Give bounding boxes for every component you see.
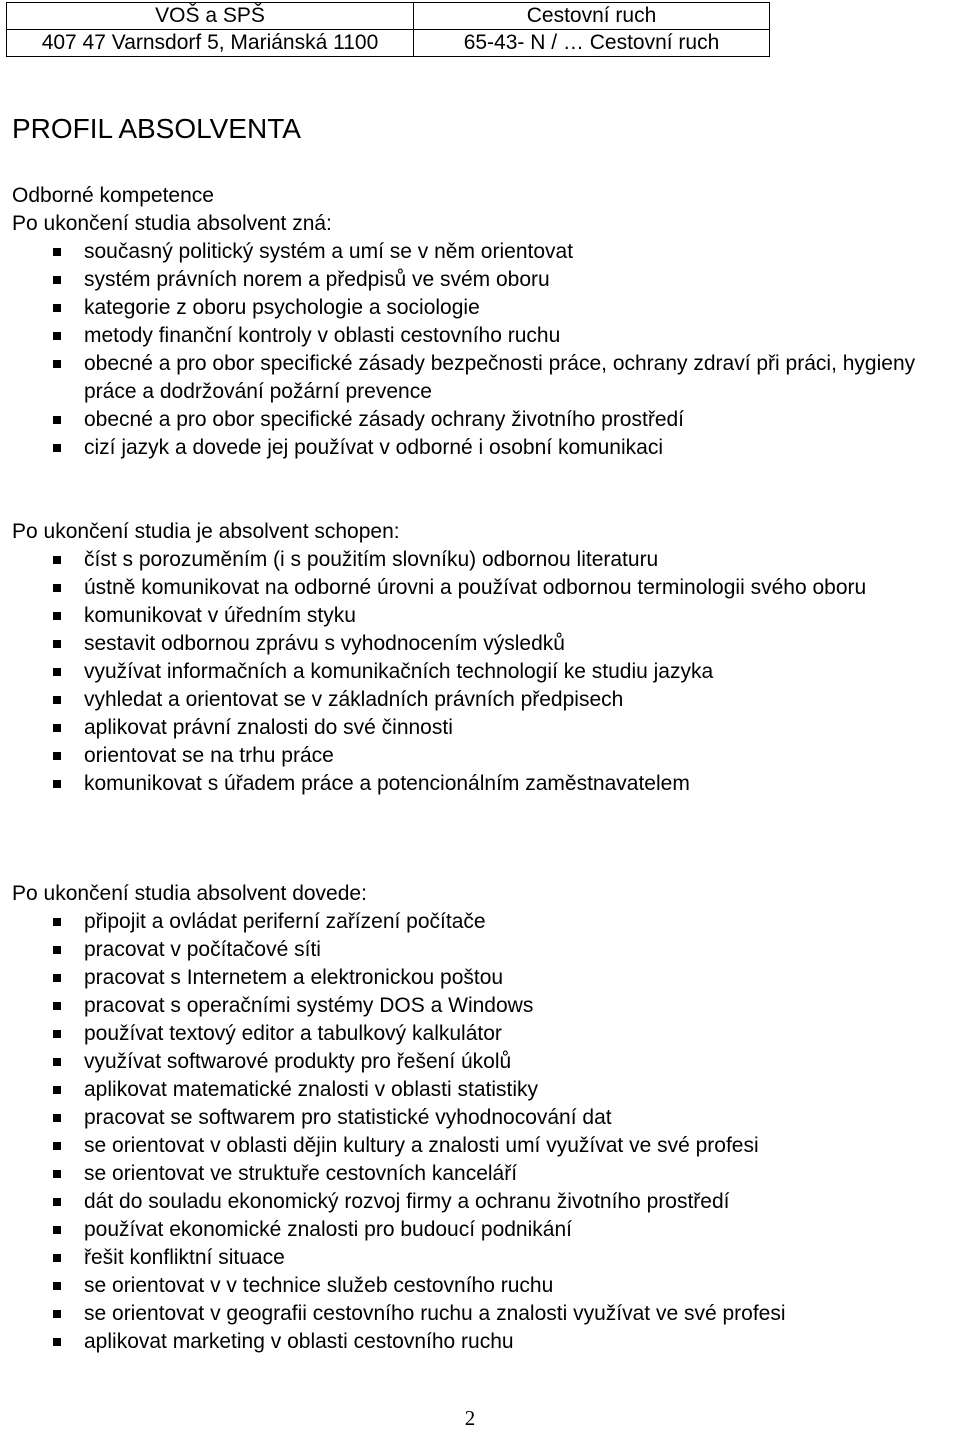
- list-item: připojit a ovládat periferní zařízení počítače: [84, 908, 942, 936]
- page-number: 2: [464, 1406, 476, 1430]
- bullet-list: [12, 908, 942, 1356]
- list-item: využívat informačních a komunikačních technologií ke studiu jazyka: [84, 658, 942, 686]
- list-item: obecné a pro obor specifické zásady bezpečnosti práce, ochrany zdraví při práci, hygieny práce a dodržování požární prevence: [84, 350, 942, 406]
- list-item: komunikovat s úřadem práce a potencionálním zaměstnavatelem: [84, 770, 942, 798]
- school-address: 407 47 Varnsdorf 5, Mariánská 1100: [7, 30, 414, 57]
- document-header: [6, 2, 770, 57]
- list-item: využívat softwarové produkty pro řešení úkolů: [84, 1048, 942, 1076]
- section-knows: [12, 210, 942, 462]
- school-name: VOŠ a SPŠ: [7, 3, 414, 30]
- list-item: aplikovat právní znalosti do své činnosti: [84, 714, 942, 742]
- list-item: pracovat s Internetem a elektronickou poštou: [84, 964, 942, 992]
- list-item: orientovat se na trhu práce: [84, 742, 942, 770]
- list-item: se orientovat ve struktuře cestovních kanceláří: [84, 1160, 942, 1188]
- list-item: obecné a pro obor specifické zásady ochrany životního prostředí: [84, 406, 942, 434]
- page-title: PROFIL ABSOLVENTA: [12, 113, 301, 144]
- list-item: řešit konfliktní situace: [84, 1244, 942, 1272]
- list-item: dát do souladu ekonomický rozvoj firmy a ochranu životního prostředí: [84, 1188, 942, 1216]
- list-item: pracovat se softwarem pro statistické vyhodnocování dat: [84, 1104, 942, 1132]
- section-can-do: [12, 880, 942, 1356]
- section-intro: Po ukončení studia absolvent dovede:: [12, 882, 367, 905]
- list-item: číst s porozuměním (i s použitím slovníku) odbornou literaturu: [84, 546, 942, 574]
- field-code: 65-43- N / … Cestovní ruch: [414, 30, 770, 57]
- list-item: pracovat s operačními systémy DOS a Windows: [84, 992, 942, 1020]
- list-item: cizí jazyk a dovede jej používat v odborné i osobní komunikaci: [84, 434, 942, 462]
- field-title: Cestovní ruch: [414, 3, 770, 30]
- list-item: současný politický systém a umí se v něm orientovat: [84, 238, 942, 266]
- list-item: komunikovat v úředním styku: [84, 602, 942, 630]
- list-item: metody finanční kontroly v oblasti cestovního ruchu: [84, 322, 942, 350]
- section-intro: Po ukončení studia absolvent zná:: [12, 212, 332, 235]
- list-item: ústně komunikovat na odborné úrovni a používat odbornou terminologii svého oboru: [84, 574, 942, 602]
- list-item: sestavit odbornou zprávu s vyhodnocením výsledků: [84, 630, 942, 658]
- section-heading: Odborné kompetence: [12, 184, 214, 207]
- list-item: používat ekonomické znalosti pro budoucí podnikání: [84, 1216, 942, 1244]
- bullet-list: [12, 546, 942, 798]
- bullet-list: [12, 238, 942, 462]
- list-item: kategorie z oboru psychologie a sociologie: [84, 294, 942, 322]
- list-item: se orientovat v v technice služeb cestovního ruchu: [84, 1272, 942, 1300]
- section-capable: [12, 518, 942, 798]
- section-intro: Po ukončení studia je absolvent schopen:: [12, 520, 400, 543]
- list-item: systém právních norem a předpisů ve svém oboru: [84, 266, 942, 294]
- list-item: používat textový editor a tabulkový kalkulátor: [84, 1020, 942, 1048]
- list-item: se orientovat v oblasti dějin kultury a znalosti umí využívat ve své profesi: [84, 1132, 942, 1160]
- list-item: vyhledat a orientovat se v základních právních předpisech: [84, 686, 942, 714]
- list-item: aplikovat matematické znalosti v oblasti statistiky: [84, 1076, 942, 1104]
- list-item: se orientovat v geografii cestovního ruchu a znalosti využívat ve své profesi: [84, 1300, 942, 1328]
- list-item: pracovat v počítačové síti: [84, 936, 942, 964]
- list-item: aplikovat marketing v oblasti cestovního ruchu: [84, 1328, 942, 1356]
